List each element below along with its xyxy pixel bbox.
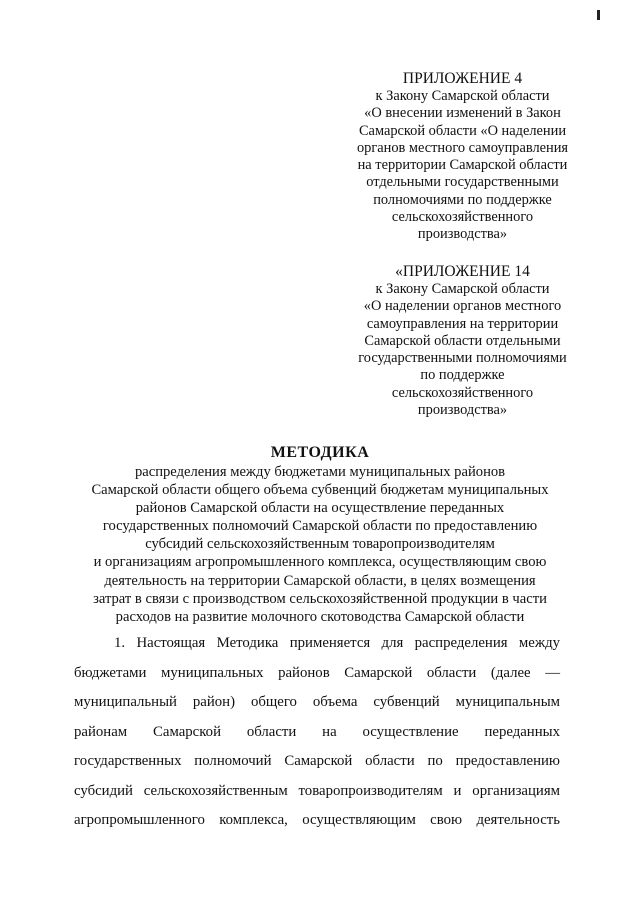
appendix-14-line: государственными полномочиями bbox=[358, 350, 567, 367]
body-line: муниципальный район) общего объема субвенций муниципальным bbox=[74, 694, 560, 710]
appendix-4-line: полномочиями по поддержке bbox=[373, 191, 552, 208]
appendix-14-line: «О наделении органов местного bbox=[363, 298, 562, 315]
subtitle-line: расходов на развитие молочного скотоводства Самарской области bbox=[115, 608, 525, 625]
appendix-4-line: сельскохозяйственного bbox=[391, 209, 534, 226]
appendix-4-line: отдельными государственными bbox=[366, 174, 559, 191]
appendix-14-line: к Закону Самарской области bbox=[375, 281, 550, 297]
subtitle-line: деятельность на территории Самарской области, в целях возмещения bbox=[104, 572, 536, 589]
methodology-subtitle bbox=[50, 463, 590, 626]
subtitle-line: субсидий сельскохозяйственным товаропроизводителям bbox=[145, 536, 495, 553]
methodology-title: МЕТОДИКА bbox=[270, 444, 370, 461]
body-line: субсидий сельскохозяйственным товаропроизводителям и организациям bbox=[74, 782, 560, 799]
appendix-14-header bbox=[320, 262, 605, 419]
appendix-14-line: производства» bbox=[417, 402, 508, 419]
appendix-14-line: сельскохозяйственного bbox=[391, 384, 534, 401]
subtitle-line: распределения между бюджетами муниципальных районов bbox=[134, 464, 506, 480]
appendix-4-line: на территории Самарской области bbox=[357, 157, 568, 174]
subtitle-line: государственных полномочий Самарской области по предоставлению bbox=[102, 518, 538, 535]
appendix-14-line: Самарской области отдельными bbox=[364, 332, 561, 349]
appendix-4-header bbox=[320, 69, 605, 244]
body-paragraph bbox=[74, 629, 560, 836]
body-line: агропромышленного комплекса, осуществляющим свою деятельность bbox=[74, 812, 560, 828]
subtitle-line: затрат в связи с производством сельскохозяйственной продукции в части bbox=[93, 590, 547, 607]
subtitle-line: и организациям агропромышленного комплекса, осуществляющим свою bbox=[93, 554, 547, 571]
appendix-14-line: по поддержке bbox=[420, 367, 505, 384]
appendix-4-line: Самарской области «О наделении bbox=[358, 122, 567, 139]
appendix-4-line: производства» bbox=[417, 226, 508, 243]
body-line: государственных полномочий Самарской области по предоставлению bbox=[74, 753, 560, 769]
body-line: районам Самарской области на осуществление переданных bbox=[74, 723, 560, 740]
appendix-4-heading: ПРИЛОЖЕНИЕ 4 bbox=[402, 70, 523, 87]
subtitle-line: районов Самарской области на осуществление переданных bbox=[135, 500, 505, 517]
appendix-4-line: к Закону Самарской области bbox=[375, 88, 550, 104]
subtitle-line: Самарской области общего объема субвенций бюджетам муниципальных bbox=[91, 482, 549, 499]
body-line: 1. Настоящая Методика применяется для распределения между bbox=[114, 635, 560, 651]
appendix-4-line: «О внесении изменений в Закон bbox=[364, 105, 561, 122]
appendix-14-heading: «ПРИЛОЖЕНИЕ 14 bbox=[395, 263, 530, 280]
appendix-4-line: органов местного самоуправления bbox=[356, 139, 569, 156]
body-line: бюджетами муниципальных районов Самарской области (далее — bbox=[74, 664, 560, 681]
appendix-14-line: самоуправления на территории bbox=[366, 315, 559, 332]
scan-mark bbox=[597, 10, 600, 20]
